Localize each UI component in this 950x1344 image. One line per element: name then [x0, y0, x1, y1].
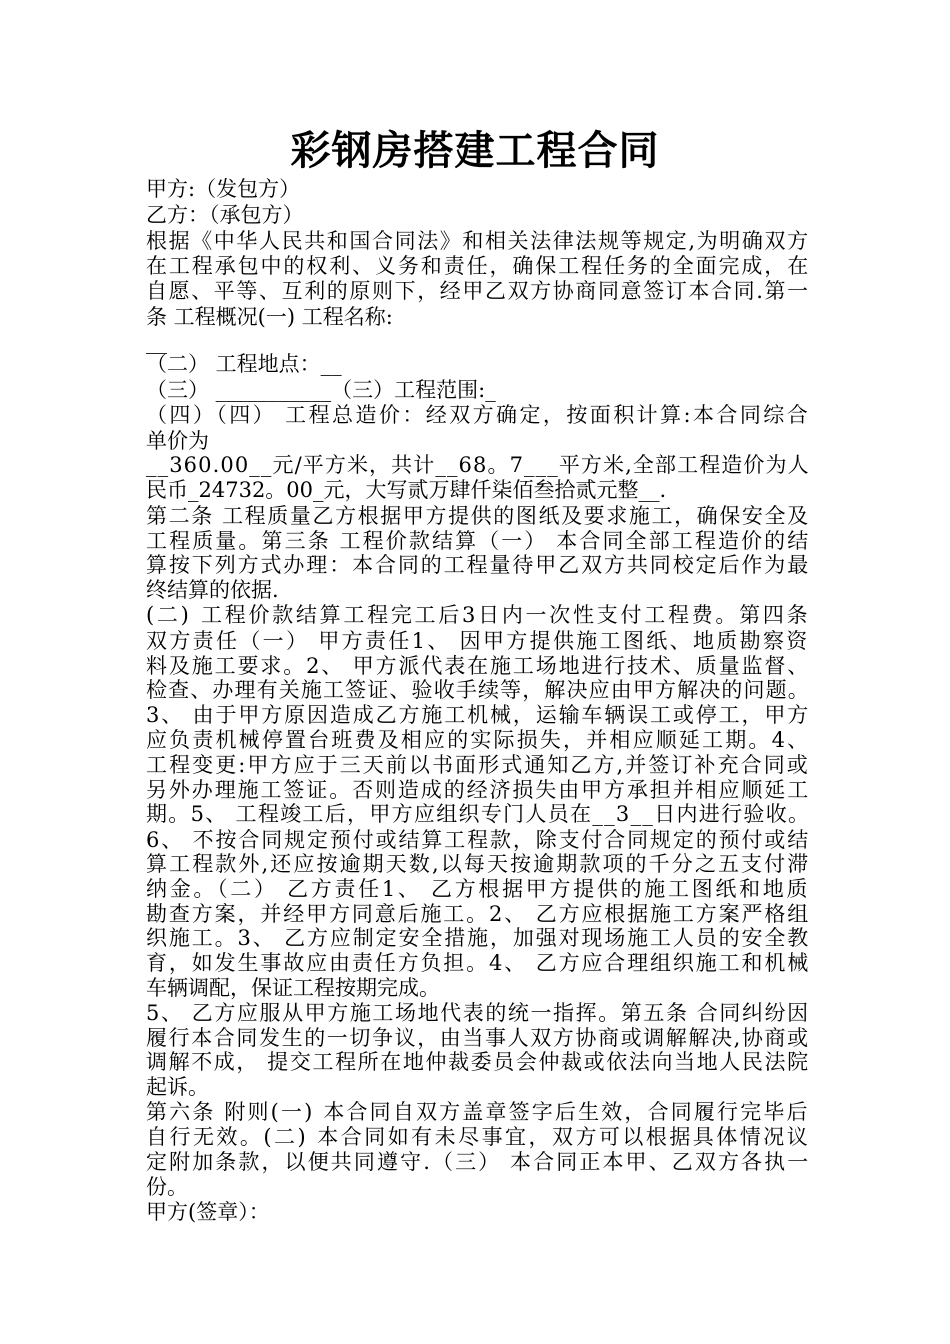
- text-line: 3、 由于甲方原因造成乙方施工机械，运输车辆误工或停工，甲方: [146, 703, 811, 727]
- text-line: 检查、办理有关施工签证、验收手续等，解决应由甲方解决的问题。: [146, 678, 810, 702]
- text-line: 6、 不按合同规定预付或结算工程款，除支付合同规定的预付或结: [146, 828, 811, 852]
- text-line: 自愿、平等、互利的原则下，经甲乙双方协商同意签订本合同.第一: [146, 279, 810, 303]
- text-line: (二) 工程价款结算工程完工后3日内一次性支付工程费。第四条: [146, 603, 811, 627]
- document-title: 彩钢房搭建工程合同: [290, 128, 660, 174]
- text-line: 勘查方案，并经甲方同意后施工。2、 乙方应根据施工方案严格组: [146, 902, 811, 926]
- text-line: 期。5、 工程竣工后，甲方应组织专门人员在__3__日内进行验收。: [146, 802, 811, 826]
- text-line: 5、 乙方应服从甲方施工场地代表的统一指挥。第五条 合同纠纷因: [146, 1001, 810, 1025]
- text-line: __360.00__元/平方米，共计__68。7___平方米,全部工程造价为人: [146, 453, 810, 477]
- text-line: 在工程承包中的权利、义务和责任，确保工程任务的全面完成，在: [146, 254, 811, 278]
- text-line: 算按下列方式办理：本合同的工程量待甲乙双方共同校定后作为最: [146, 553, 811, 577]
- text-line: （四）（四） 工程总造价：经双方确定，按面积计算:本合同综合: [146, 403, 811, 427]
- text-line: 算工程款外,还应按逾期天数,以每天按逾期款项的千分之五支付滞: [146, 852, 811, 876]
- text-line: 甲方(签章）：: [146, 1200, 270, 1224]
- text-line: 单价为: [146, 429, 209, 453]
- text-line: 根据《中华人民共和国合同法》和相关法律法规等规定,为明确双方: [146, 229, 810, 253]
- text-line: 车辆调配，保证工程按期完成。: [146, 976, 440, 1000]
- text-line: 甲方:（发包方）: [146, 177, 301, 201]
- text-line: 第二条 工程质量乙方根据甲方提供的图纸及要求施工，确保安全及: [146, 504, 810, 528]
- text-line: __: [146, 330, 167, 354]
- text-line: 双方责任（一） 甲方责任1、 因甲方提供施工图纸、地质勘察资: [146, 629, 810, 653]
- text-line: 调解不成， 提交工程所在地仲裁委员会仲裁或依法向当地人民法院: [146, 1050, 810, 1074]
- text-line: 育，如发生事故应由责任方负担。4、 乙方应合理组织施工和机械: [146, 951, 811, 975]
- text-line: 织施工。3、 乙方应制定安全措施，加强对现场施工人员的安全教: [146, 926, 811, 950]
- text-line: 份。: [146, 1175, 188, 1199]
- text-line: 自行无效。(二) 本合同如有未尽事宜，双方可以根据具体情况议: [146, 1125, 811, 1149]
- text-line: 民币_24732。00_元，大写贰万肆仟柒佰叁拾贰元整__.: [146, 478, 667, 502]
- text-line: 纳金。（二） 乙方责任1、 乙方根据甲方提供的施工图纸和地质: [146, 877, 811, 901]
- text-line: 应负责机械停置台班费及相应的实际损失，并相应顺延工期。4、: [146, 728, 811, 752]
- text-line: 工程变更:甲方应于三天前以书面形式通知乙方,并签订补充合同或: [146, 753, 810, 777]
- text-line: 定附加条款，以便共同遵守.（三） 本合同正本甲、乙双方各执一: [146, 1150, 811, 1174]
- text-line: 乙方：（承包方）: [146, 203, 304, 227]
- text-line: 第六条 附则(一) 本合同自双方盖章签字后生效，合同履行完毕后: [146, 1100, 810, 1124]
- text-line: （三） ___________（三）工程范围:_: [146, 378, 496, 402]
- text-line: 料及施工要求。2、 甲方派代表在施工场地进行技术、质量监督、: [146, 654, 811, 678]
- text-line: 另外办理施工签证。否则造成的经济损失由甲方承担并相应顺延工: [146, 778, 811, 802]
- text-line: 条 工程概况(一) 工程名称:: [146, 305, 393, 329]
- text-line: （二） 工程地点：__: [146, 352, 342, 376]
- text-line: 终结算的依据.: [146, 578, 279, 602]
- text-line: 工程质量。第三条 工程价款结算（一） 本合同全部工程造价的结: [146, 529, 811, 553]
- text-line: 起诉。: [146, 1075, 209, 1099]
- text-line: 履行本合同发生的一切争议，由当事人双方协商或调解解决,协商或: [146, 1026, 810, 1050]
